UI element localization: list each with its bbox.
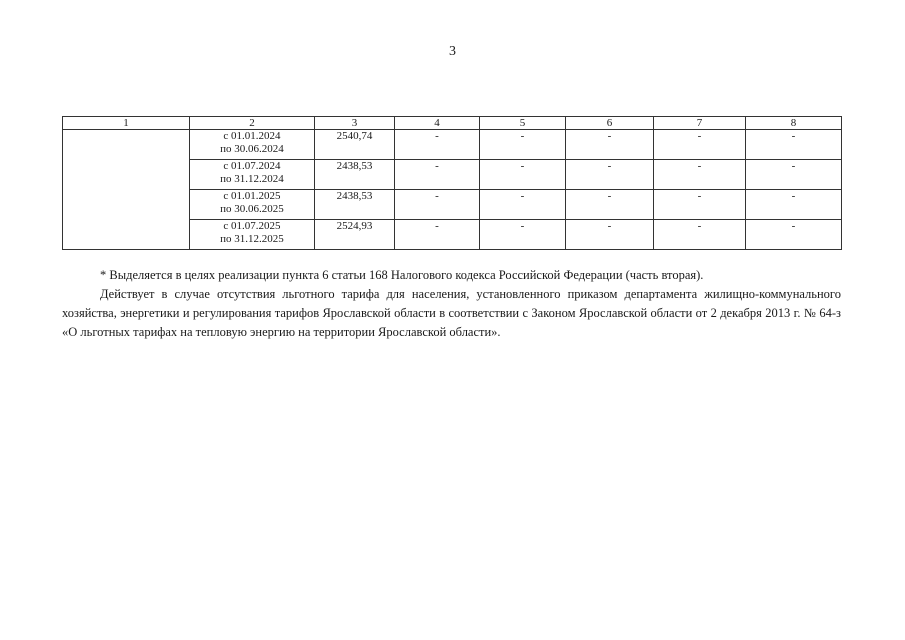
value-cell: - — [395, 130, 480, 160]
column-header: 5 — [480, 117, 566, 130]
period-to: по 30.06.2024 — [220, 143, 284, 155]
page-number: 3 — [449, 44, 456, 59]
period-cell — [190, 160, 315, 190]
value-cell: - — [746, 190, 842, 220]
period-cell — [190, 190, 315, 220]
price-cell: 2524,93 — [315, 220, 395, 250]
column-header: 6 — [566, 117, 654, 130]
table-row — [63, 130, 842, 160]
value-cell: - — [480, 220, 566, 250]
value-cell: - — [654, 220, 746, 250]
value-cell: - — [654, 160, 746, 190]
column-header: 3 — [315, 117, 395, 130]
price-cell: 2438,53 — [315, 190, 395, 220]
column-header: 4 — [395, 117, 480, 130]
value-cell: - — [566, 190, 654, 220]
period-cell — [190, 220, 315, 250]
column-header: 7 — [654, 117, 746, 130]
value-cell: - — [654, 130, 746, 160]
period-cell — [190, 130, 315, 160]
tariff-table — [62, 116, 842, 250]
column-header: 2 — [190, 117, 315, 130]
value-cell: - — [654, 190, 746, 220]
period-to: по 31.12.2025 — [220, 233, 284, 245]
value-cell: - — [746, 220, 842, 250]
column-header: 8 — [746, 117, 842, 130]
column-header: 1 — [63, 117, 190, 130]
note-paragraph: Действует в случае отсутствия льготного тарифа для населения, установленного приказом департамента жилищно-коммунального хозяйства, энергетики и регулирования тарифов Ярославской области в соответствии с Законом Ярославской области от 2 декабря 2013 г. № 64-з «О льготных тарифах на тепловую энергию на территории Ярославской области». — [62, 287, 841, 339]
value-cell: - — [566, 130, 654, 160]
value-cell: - — [566, 160, 654, 190]
value-cell: - — [480, 130, 566, 160]
category-cell — [63, 130, 190, 250]
period-to: по 31.12.2024 — [220, 173, 284, 185]
price-cell: 2438,53 — [315, 160, 395, 190]
period-from: с 01.01.2025 — [223, 190, 281, 202]
value-cell: - — [566, 220, 654, 250]
notes-section — [62, 266, 841, 342]
footnote: * Выделяется в целях реализации пункта 6 статьи 168 Налогового кодекса Российской Федерации (часть вторая). — [100, 268, 704, 282]
value-cell: - — [395, 160, 480, 190]
period-to: по 30.06.2025 — [220, 203, 284, 215]
period-from: с 01.07.2025 — [223, 220, 281, 232]
value-cell: - — [746, 160, 842, 190]
value-cell: - — [395, 220, 480, 250]
table-header-row — [63, 117, 842, 130]
value-cell: - — [746, 130, 842, 160]
value-cell: - — [395, 190, 480, 220]
value-cell: - — [480, 160, 566, 190]
period-from: с 01.01.2024 — [223, 130, 281, 142]
period-from: с 01.07.2024 — [223, 160, 281, 172]
value-cell: - — [480, 190, 566, 220]
price-cell: 2540,74 — [315, 130, 395, 160]
